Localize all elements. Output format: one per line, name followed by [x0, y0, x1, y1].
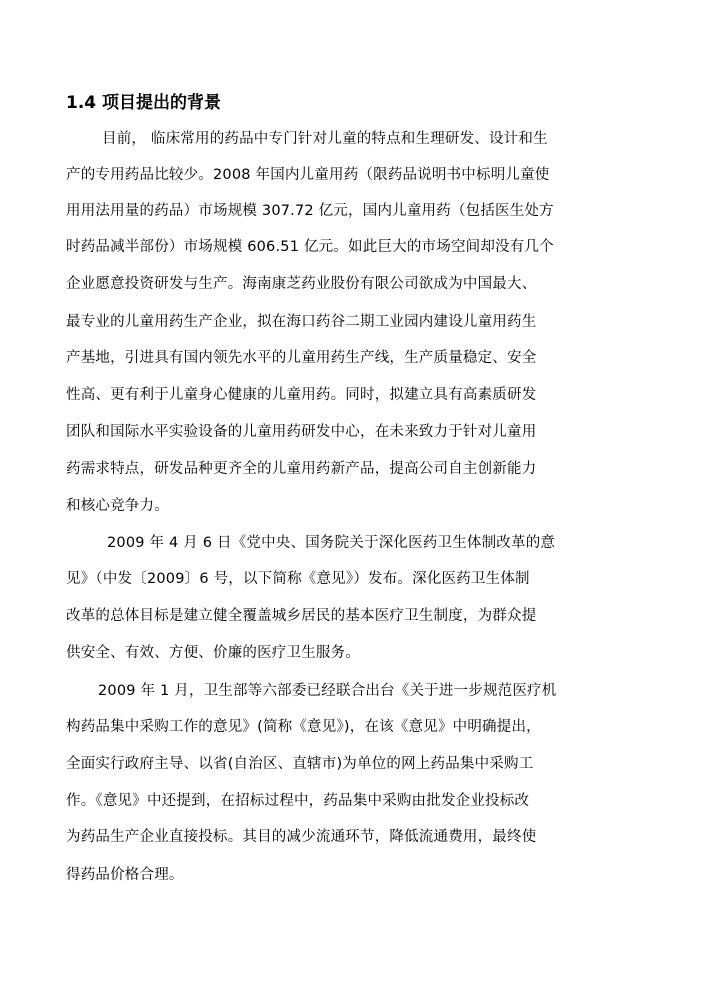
- paragraph-1-line-10: 药需求特点，研发品种更齐全的儿童用药新产品，提高公司自主创新能力: [66, 461, 537, 477]
- paragraph-3-line-3: 全面实行政府主导、以省(自治区、直辖市)为单位的网上药品集中采购工: [66, 756, 534, 772]
- paragraph-1-line-2: 产的专用药品比较少。2008 年国内儿童用药（限药品说明书中标明儿童使: [66, 167, 550, 183]
- paragraph-3-line-1: 2009 年 1 月，卫生部等六部委已经联合出台《关于进一步规范医疗机: [98, 683, 557, 699]
- paragraph-3-line-4: 作。《意见》中还提到，在招标过程中，药品集中采购由批发企业投标改: [66, 793, 530, 809]
- section-heading: 1.4 项目提出的背景: [66, 93, 222, 113]
- paragraph-1-line-8: 性高、更有利于儿童身心健康的儿童用药。同时，拟建立具有高素质研发: [66, 387, 537, 403]
- paragraph-1-line-3: 用用法用量的药品）市场规模 307.72 亿元，国内儿童用药（包括医生处方: [66, 203, 554, 219]
- paragraph-2-line-2: 见》（中发〔2009〕6 号，以下简称《意见》）发布。深化医药卫生体制: [66, 571, 530, 587]
- paragraph-1-line-11: 和核心竞争力。: [66, 498, 169, 514]
- paragraph-1-line-5: 企业愿意投资研发与生产。海南康芝药业股份有限公司欲成为中国最大、: [66, 276, 537, 292]
- paragraph-1-line-4: 时药品减半部份）市场规模 606.51 亿元。如此巨大的市场空间却没有几个: [66, 239, 554, 255]
- paragraph-1-line-9: 团队和国际水平实验设备的儿童用药研发中心，在未来致力于针对儿童用: [66, 424, 537, 440]
- paragraph-1-line-1: 目前， 临床常用的药品中专门针对儿童的特点和生理研发、设计和生: [102, 131, 548, 147]
- paragraph-2-line-3: 改革的总体目标是建立健全覆盖城乡居民的基本医疗卫生制度，为群众提: [66, 608, 537, 624]
- paragraph-2-line-4: 供安全、有效、方便、价廉的医疗卫生服务。: [66, 645, 360, 661]
- paragraph-3-line-2: 构药品集中采购工作的意见》(简称《意见》)，在该《意见》中明确提出，: [66, 719, 541, 735]
- paragraph-1-line-7: 产基地，引进具有国内领先水平的儿童用药生产线，生产质量稳定、安全: [66, 350, 537, 366]
- paragraph-3-line-6: 得药品价格合理。: [66, 867, 184, 883]
- paragraph-1-line-6: 最专业的儿童用药生产企业，拟在海口药谷二期工业园内建设儿童用药生: [66, 314, 537, 330]
- paragraph-2-line-1: 2009 年 4 月 6 日《党中央、国务院关于深化医药卫生体制改革的意: [107, 535, 556, 551]
- paragraph-3-line-5: 为药品生产企业直接投标。其目的减少流通环节，降低流通费用，最终使: [66, 829, 537, 845]
